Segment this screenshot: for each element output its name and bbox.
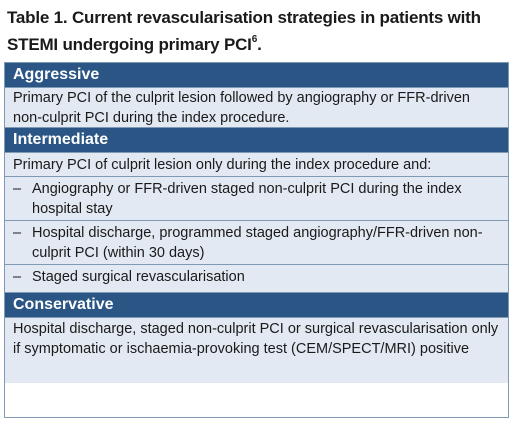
caption-suffix: . [257,35,262,54]
section-heading-conservative: Conservative [5,293,508,318]
intermediate-description: Primary PCI of culprit lesion only during the index procedure and: [5,153,508,177]
dash-bullet: – [13,225,22,241]
section-heading-aggressive: Aggressive [5,63,508,88]
dash-bullet: – [13,181,22,197]
strategies-table [4,62,509,418]
caption-reference: 6 [251,34,258,46]
intermediate-option [5,221,508,265]
option-text: Hospital discharge, programmed staged angiography/FFR-driven non-culprit PCI (within 30 days) [32,225,483,261]
intermediate-option [5,177,508,221]
caption-text: Table 1. Current revascularisation strategies in patients with STEMI undergoing primary PCI [7,8,481,54]
table-caption [7,4,507,58]
option-text: Angiography or FFR-driven staged non-culprit PCI during the index hospital stay [32,181,462,217]
aggressive-description: Primary PCI of the culprit lesion followed by angiography or FFR-driven non-culprit PCI during the index procedure. [5,88,508,128]
intermediate-option [5,265,508,293]
section-heading-intermediate: Intermediate [5,128,508,153]
option-text: Staged surgical revascularisation [32,269,245,285]
conservative-description: Hospital discharge, staged non-culprit PCI or surgical revascularisation only if symptomatic or ischaemia-provoking test (CEM/SPECT/MRI) positive [5,318,508,383]
dash-bullet: – [13,269,22,285]
